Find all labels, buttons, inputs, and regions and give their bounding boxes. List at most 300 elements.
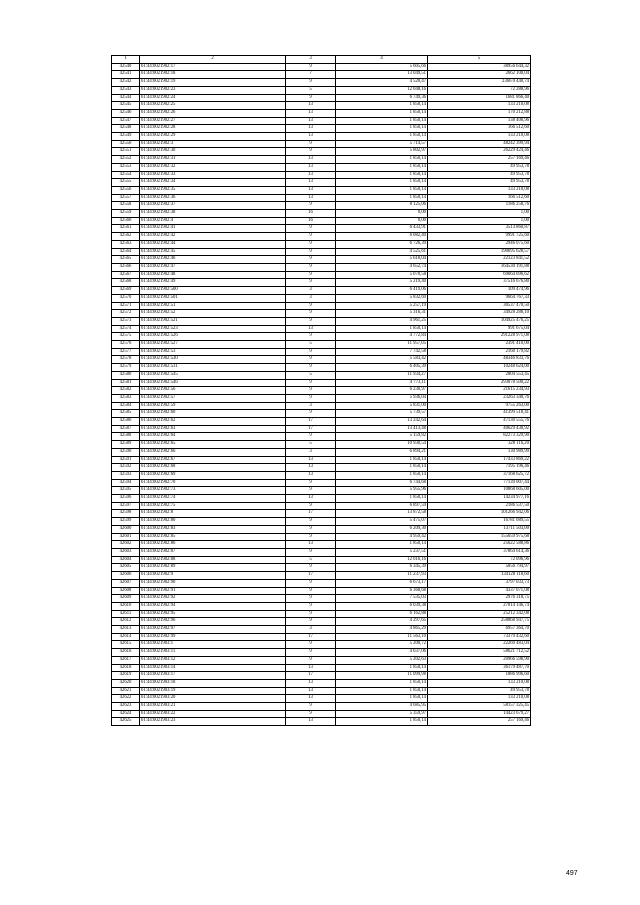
table-cell: 0,00 bbox=[336, 217, 428, 225]
table-cell: 4 865,29 bbox=[336, 626, 428, 634]
table-cell: 9 bbox=[286, 394, 336, 402]
table-row bbox=[112, 564, 531, 572]
table-cell: 26229 424,46 bbox=[428, 148, 531, 156]
table-cell: 3 bbox=[286, 448, 336, 456]
table-cell: 42579 bbox=[112, 364, 140, 372]
table-row bbox=[112, 595, 531, 603]
table-row bbox=[112, 225, 531, 233]
table-cell: 73379 432,60 bbox=[428, 633, 531, 641]
table-cell: 61:44:0021903:23 bbox=[140, 718, 286, 726]
table-row bbox=[112, 325, 531, 333]
table-cell: 155659 975,68 bbox=[428, 533, 531, 541]
table-cell: 42542 bbox=[112, 79, 140, 87]
table-cell: 42615 bbox=[112, 641, 140, 649]
table-cell: 61:44:0021902:75 bbox=[140, 502, 286, 510]
table-cell: 13 bbox=[286, 695, 336, 703]
table-cell: 42597 bbox=[112, 502, 140, 510]
table-cell: 61:44:0021902:28 bbox=[140, 125, 286, 133]
table-cell: 42621 bbox=[112, 687, 140, 695]
table-cell: 109 474,96 bbox=[428, 287, 531, 295]
table-cell: 9 bbox=[286, 479, 336, 487]
table-cell: 47130 555,76 bbox=[428, 418, 531, 426]
table-cell: 42564 bbox=[112, 248, 140, 256]
table-cell: 1 850,14 bbox=[336, 687, 428, 695]
table-cell: 7 742,58 bbox=[336, 348, 428, 356]
table-cell: 42557 bbox=[112, 194, 140, 202]
table-cell: 5 936,04 bbox=[336, 394, 428, 402]
table-cell: 13 bbox=[286, 117, 336, 125]
table-cell: 1681 866,40 bbox=[428, 94, 531, 102]
table-cell: 42552 bbox=[112, 156, 140, 164]
table-cell: 258868 947,75 bbox=[428, 618, 531, 626]
table-cell: 164530 191,88 bbox=[428, 263, 531, 271]
table-cell: 42596 bbox=[112, 495, 140, 503]
table-cell: 190695 628,57 bbox=[428, 248, 531, 256]
table-row bbox=[112, 371, 531, 379]
table-cell: 13 bbox=[286, 171, 336, 179]
table-cell: 13 bbox=[286, 133, 336, 141]
table-cell: 1 850,14 bbox=[336, 495, 428, 503]
table-cell: 61:44:0021902:57 bbox=[140, 394, 286, 402]
table-row bbox=[112, 402, 531, 410]
table-row bbox=[112, 556, 531, 564]
table-row bbox=[112, 302, 531, 310]
table-row bbox=[112, 202, 531, 210]
table-cell: 13 bbox=[286, 156, 336, 164]
header-row bbox=[112, 56, 531, 64]
table-cell: 42562 bbox=[112, 233, 140, 241]
table-cell: 7 535,03 bbox=[336, 595, 428, 603]
table-row bbox=[112, 610, 531, 618]
table-cell: 1 850,14 bbox=[336, 117, 428, 125]
table-cell: 9 bbox=[286, 525, 336, 533]
table-cell: 61:44:0021902:24 bbox=[140, 94, 286, 102]
table-cell: 133 210,08 bbox=[428, 695, 531, 703]
table-cell: 82273 329,90 bbox=[428, 433, 531, 441]
table-cell: 61:44:0021902:30 bbox=[140, 148, 286, 156]
table-cell: 9 bbox=[286, 410, 336, 418]
table-cell: 17 bbox=[286, 510, 336, 518]
table-row bbox=[112, 626, 531, 634]
table-cell: 42558 bbox=[112, 202, 140, 210]
table-cell: 5 359,97 bbox=[336, 710, 428, 718]
table-cell: 6 405,39 bbox=[336, 364, 428, 372]
table-cell: 61:44:0021902:501 bbox=[140, 294, 286, 302]
table-cell: 6 419,06 bbox=[336, 287, 428, 295]
table-cell: 9 bbox=[286, 703, 336, 711]
table-cell: 5 bbox=[286, 556, 336, 564]
table-cell: 9 bbox=[286, 579, 336, 587]
table-cell: 13 bbox=[286, 179, 336, 187]
table-cell: 9 bbox=[286, 364, 336, 372]
table-cell: 61:44:0021902:18 bbox=[140, 71, 286, 79]
table-cell: 48242 399,94 bbox=[428, 140, 531, 148]
table-cell: 61:44:0021903:1 bbox=[140, 641, 286, 649]
table-cell: 133 210,08 bbox=[428, 186, 531, 194]
table-cell: 61:44:0021902:51 bbox=[140, 302, 286, 310]
table-row bbox=[112, 587, 531, 595]
table-cell: 42595 bbox=[112, 487, 140, 495]
table-cell: 1 850,14 bbox=[336, 109, 428, 117]
table-cell: 10248 624,00 bbox=[428, 364, 531, 372]
table-cell: 9 bbox=[286, 641, 336, 649]
table-row bbox=[112, 718, 531, 726]
table-row bbox=[112, 379, 531, 387]
table-cell: 61:44:0021902:46 bbox=[140, 256, 286, 264]
table-cell: 61:44:0021902:17 bbox=[140, 63, 286, 71]
table-cell: 16 bbox=[286, 217, 336, 225]
table-cell: 61:44:0021902:9 bbox=[140, 572, 286, 580]
table-cell: 42560 bbox=[112, 217, 140, 225]
table-cell: 6957 364,70 bbox=[428, 626, 531, 634]
table-cell: 9 bbox=[286, 387, 336, 395]
table-cell: 5 831,00 bbox=[336, 402, 428, 410]
table-row bbox=[112, 502, 531, 510]
table-cell: 170 212,88 bbox=[428, 109, 531, 117]
table-cell: 1 850,14 bbox=[336, 125, 428, 133]
table-row bbox=[112, 672, 531, 680]
table-cell: 5 bbox=[286, 441, 336, 449]
table-cell: 13 bbox=[286, 687, 336, 695]
table-cell: 13 bbox=[286, 456, 336, 464]
table-cell: 42575 bbox=[112, 333, 140, 341]
table-cell: 2946 075,60 bbox=[428, 240, 531, 248]
table-cell: 9 bbox=[286, 302, 336, 310]
table-cell: 61:44:0021902:36 bbox=[140, 194, 286, 202]
table-cell: 4 520,47 bbox=[336, 79, 428, 87]
table-cell: 9 bbox=[286, 618, 336, 626]
table-cell: 1 850,14 bbox=[336, 471, 428, 479]
table-row bbox=[112, 441, 531, 449]
table-cell: 72 288,96 bbox=[428, 86, 531, 94]
table-cell: 133 210,08 bbox=[428, 679, 531, 687]
table-cell: 30537 470,50 bbox=[428, 302, 531, 310]
table-cell: 6 368,68 bbox=[336, 587, 428, 595]
table-cell: 42571 bbox=[112, 302, 140, 310]
table-cell: 10 930,54 bbox=[336, 441, 428, 449]
table-cell: 42624 bbox=[112, 710, 140, 718]
table-cell: 9 bbox=[286, 79, 336, 87]
table-cell: 7 bbox=[286, 71, 336, 79]
column-header-2: 2 bbox=[140, 56, 286, 64]
table-cell: 6 744,68 bbox=[336, 479, 428, 487]
table-cell: 1 850,14 bbox=[336, 325, 428, 333]
table-cell: 42590 bbox=[112, 448, 140, 456]
table-cell: 9 bbox=[286, 564, 336, 572]
table-cell: 8 125,06 bbox=[336, 202, 428, 210]
table-cell: 61:44:0021902:37 bbox=[140, 202, 286, 210]
table-row bbox=[112, 240, 531, 248]
table-cell: 2160 179,82 bbox=[428, 348, 531, 356]
table-cell: 5 bbox=[286, 341, 336, 349]
table-cell: 42551 bbox=[112, 148, 140, 156]
table-cell: 13 bbox=[286, 102, 336, 110]
table-cell: 4 959,42 bbox=[336, 533, 428, 541]
table-row bbox=[112, 541, 531, 549]
table-cell: 17 bbox=[286, 633, 336, 641]
table-cell: 9 bbox=[286, 148, 336, 156]
column-header-1: 1 bbox=[112, 56, 140, 64]
table-cell: 42601 bbox=[112, 533, 140, 541]
table-cell: 42609 bbox=[112, 595, 140, 603]
table-cell: 4 961,25 bbox=[336, 317, 428, 325]
table-row bbox=[112, 394, 531, 402]
table-row bbox=[112, 479, 531, 487]
table-cell: 49 953,78 bbox=[428, 171, 531, 179]
table-cell: 61:44:0021902:19 bbox=[140, 79, 286, 87]
table-cell: 61:44:0021903:11 bbox=[140, 649, 286, 657]
table-cell: 42600 bbox=[112, 525, 140, 533]
table-cell: 69664 696,62 bbox=[428, 271, 531, 279]
table-row bbox=[112, 71, 531, 79]
table-cell: 42587 bbox=[112, 425, 140, 433]
table-cell: 6 082,40 bbox=[336, 233, 428, 241]
table-cell: 9664 767,33 bbox=[428, 294, 531, 302]
table-cell: 9 bbox=[286, 502, 336, 510]
table-cell: 17 bbox=[286, 672, 336, 680]
data-table bbox=[111, 55, 531, 726]
table-row bbox=[112, 310, 531, 318]
table-row bbox=[112, 233, 531, 241]
table-row bbox=[112, 294, 531, 302]
table-cell: 13 bbox=[286, 186, 336, 194]
table-row bbox=[112, 633, 531, 641]
table-cell: 6 897,59 bbox=[336, 502, 428, 510]
table-cell: 42611 bbox=[112, 610, 140, 618]
table-cell: 36179 487,70 bbox=[428, 664, 531, 672]
table-cell: 13 bbox=[286, 125, 336, 133]
table-cell: 3513 860,87 bbox=[428, 225, 531, 233]
table-cell: 49 953,78 bbox=[428, 179, 531, 187]
table-cell: 61:44:0021902:546 bbox=[140, 379, 286, 387]
table-cell: 42610 bbox=[112, 602, 140, 610]
table-cell: 42581 bbox=[112, 379, 140, 387]
table-cell: 42580 bbox=[112, 371, 140, 379]
table-cell: 6 039,38 bbox=[336, 602, 428, 610]
table-row bbox=[112, 125, 531, 133]
table-cell: 42598 bbox=[112, 510, 140, 518]
table-cell: 42586 bbox=[112, 418, 140, 426]
table-cell: 11 237,93 bbox=[336, 572, 428, 580]
table-cell: 166 512,60 bbox=[428, 125, 531, 133]
table-cell: 25622 588,86 bbox=[428, 541, 531, 549]
table-cell: 42574 bbox=[112, 325, 140, 333]
table-cell: 6 433,91 bbox=[336, 225, 428, 233]
table-cell: 42584 bbox=[112, 402, 140, 410]
table-cell: 42565 bbox=[112, 256, 140, 264]
table-cell: 61:44:0021902:56 bbox=[140, 387, 286, 395]
table-cell: 9 bbox=[286, 279, 336, 287]
table-row bbox=[112, 317, 531, 325]
table-cell: 1 850,14 bbox=[336, 186, 428, 194]
table-cell: 42556 bbox=[112, 186, 140, 194]
table-row bbox=[112, 510, 531, 518]
table-cell: 61:44:0021902:87 bbox=[140, 549, 286, 557]
table-cell: 293078 500,22 bbox=[428, 379, 531, 387]
table-cell: 1 850,14 bbox=[336, 456, 428, 464]
table-cell: 58621 712,52 bbox=[428, 649, 531, 657]
table-cell: 17433 869,22 bbox=[428, 456, 531, 464]
table-cell: 5 159,82 bbox=[336, 433, 428, 441]
table-cell: 4 685,95 bbox=[336, 703, 428, 711]
table-cell: 1 850,14 bbox=[336, 541, 428, 549]
page-number: 497 bbox=[566, 870, 578, 877]
table-cell: 42605 bbox=[112, 564, 140, 572]
table-cell: 6 345,39 bbox=[336, 564, 428, 572]
table-cell: 42602 bbox=[112, 541, 140, 549]
table-row bbox=[112, 248, 531, 256]
table-cell: 10868 605,00 bbox=[428, 487, 531, 495]
table-row bbox=[112, 387, 531, 395]
table-cell: 4 297,65 bbox=[336, 618, 428, 626]
table-cell: 5 714,57 bbox=[336, 140, 428, 148]
table-cell: 9 bbox=[286, 225, 336, 233]
table-cell: 61:44:0021902:70 bbox=[140, 479, 286, 487]
table-row bbox=[112, 148, 531, 156]
table-cell: 42569 bbox=[112, 287, 140, 295]
table-cell: 42617 bbox=[112, 656, 140, 664]
table-cell: 1 850,14 bbox=[336, 171, 428, 179]
table-cell: 42606 bbox=[112, 572, 140, 580]
table-cell: 61:44:0021902:526 bbox=[140, 333, 286, 341]
table-cell: 1,00 bbox=[428, 210, 531, 218]
table-row bbox=[112, 109, 531, 117]
table-row bbox=[112, 518, 531, 526]
table-cell: 5 200,72 bbox=[336, 641, 428, 649]
table-cell: 61:44:0021902:527 bbox=[140, 341, 286, 349]
table-cell: 61:44:0021902:80 bbox=[140, 518, 286, 526]
column-header-4: 4 bbox=[336, 56, 428, 64]
table-cell: 5 475,07 bbox=[336, 518, 428, 526]
table-row bbox=[112, 456, 531, 464]
table-cell: 16781 089,55 bbox=[428, 518, 531, 526]
column-header-5: 5 bbox=[428, 56, 531, 64]
table-row bbox=[112, 194, 531, 202]
table-row bbox=[112, 525, 531, 533]
table-cell: 3 bbox=[286, 626, 336, 634]
table-cell: 5 202,63 bbox=[336, 656, 428, 664]
table-row bbox=[112, 186, 531, 194]
table-cell: 9 bbox=[286, 356, 336, 364]
table-cell: 9 bbox=[286, 271, 336, 279]
table-cell: 42572 bbox=[112, 310, 140, 318]
table-cell: 6 749,36 bbox=[336, 94, 428, 102]
table-row bbox=[112, 163, 531, 171]
table-cell: 991 675,04 bbox=[428, 325, 531, 333]
table-cell: 9 bbox=[286, 533, 336, 541]
table-cell: 9 bbox=[286, 202, 336, 210]
table-cell: 61:44:0021902:66 bbox=[140, 448, 286, 456]
table-cell: 42616 bbox=[112, 649, 140, 657]
table-cell: 61:44:0021903:18 bbox=[140, 679, 286, 687]
table-cell: 61:44:0021902:96 bbox=[140, 618, 286, 626]
table-cell: 11 934,27 bbox=[336, 371, 428, 379]
table-cell: 23263 340,76 bbox=[428, 394, 531, 402]
table-row bbox=[112, 287, 531, 295]
table-cell: 9 bbox=[286, 433, 336, 441]
table-cell: 4 773,11 bbox=[336, 379, 428, 387]
table-row bbox=[112, 679, 531, 687]
table-row bbox=[112, 464, 531, 472]
table-cell: 42608 bbox=[112, 587, 140, 595]
table-cell: 49 953,78 bbox=[428, 163, 531, 171]
table-cell: 42618 bbox=[112, 664, 140, 672]
table-cell: 6 673,17 bbox=[336, 579, 428, 587]
table-row bbox=[112, 364, 531, 372]
table-row bbox=[112, 133, 531, 141]
table-cell: 17 bbox=[286, 418, 336, 426]
table-cell: 13 bbox=[286, 464, 336, 472]
table-row bbox=[112, 341, 531, 349]
table-cell: 9 bbox=[286, 248, 336, 256]
table-cell: 1 850,14 bbox=[336, 664, 428, 672]
table-cell: 42583 bbox=[112, 394, 140, 402]
table-cell: 42577 bbox=[112, 348, 140, 356]
table-cell: 42614 bbox=[112, 633, 140, 641]
table-cell: 13 bbox=[286, 109, 336, 117]
table-cell: 9 bbox=[286, 94, 336, 102]
table-row bbox=[112, 695, 531, 703]
table-cell: 61:44:0021902:59 bbox=[140, 402, 286, 410]
table-cell: 9 bbox=[286, 610, 336, 618]
table-cell: 9 bbox=[286, 656, 336, 664]
table-cell: 1 850,14 bbox=[336, 718, 428, 726]
table-cell: 42622 bbox=[112, 695, 140, 703]
table-cell: 9 bbox=[286, 587, 336, 595]
table-cell: 1 850,14 bbox=[336, 695, 428, 703]
table-row bbox=[112, 263, 531, 271]
table-cell: 3 bbox=[286, 287, 336, 295]
table-row bbox=[112, 418, 531, 426]
table-row bbox=[112, 641, 531, 649]
table-cell: 16 bbox=[286, 210, 336, 218]
table-cell: 42559 bbox=[112, 210, 140, 218]
table-cell: 9 bbox=[286, 549, 336, 557]
table-cell: 42619 bbox=[112, 672, 140, 680]
table-cell: 42603 bbox=[112, 549, 140, 557]
table-cell: 34928 288,10 bbox=[428, 310, 531, 318]
table-cell: 13 242,64 bbox=[336, 418, 428, 426]
table-cell: 61:44:0021902:29 bbox=[140, 133, 286, 141]
table-cell: 13 872,58 bbox=[336, 510, 428, 518]
table-cell: 61:44:0021902:92 bbox=[140, 595, 286, 603]
table-row bbox=[112, 425, 531, 433]
table-cell: 4 637,06 bbox=[336, 649, 428, 657]
table-cell: 3 bbox=[286, 402, 336, 410]
table-cell: 61:44:0021902:67 bbox=[140, 456, 286, 464]
table-cell: 25212 342,08 bbox=[428, 610, 531, 618]
table-cell: 257 169,46 bbox=[428, 718, 531, 726]
table-cell: 42582 bbox=[112, 387, 140, 395]
table-row bbox=[112, 102, 531, 110]
table-row bbox=[112, 487, 531, 495]
table-cell: 5856 794,97 bbox=[428, 564, 531, 572]
table-cell: 1 850,14 bbox=[336, 679, 428, 687]
table-body bbox=[112, 63, 531, 725]
table-row bbox=[112, 210, 531, 218]
table-row bbox=[112, 602, 531, 610]
table-cell: 5 802,97 bbox=[336, 148, 428, 156]
table-row bbox=[112, 703, 531, 711]
table-row bbox=[112, 433, 531, 441]
table-cell: 61:44:0021902:83 bbox=[140, 525, 286, 533]
table-cell: 7195 196,46 bbox=[428, 464, 531, 472]
column-header-3: 3 bbox=[286, 56, 336, 64]
table-cell: 9 bbox=[286, 710, 336, 718]
table-cell: 42547 bbox=[112, 117, 140, 125]
table-cell: 17 bbox=[286, 425, 336, 433]
table-cell: 9 bbox=[286, 379, 336, 387]
